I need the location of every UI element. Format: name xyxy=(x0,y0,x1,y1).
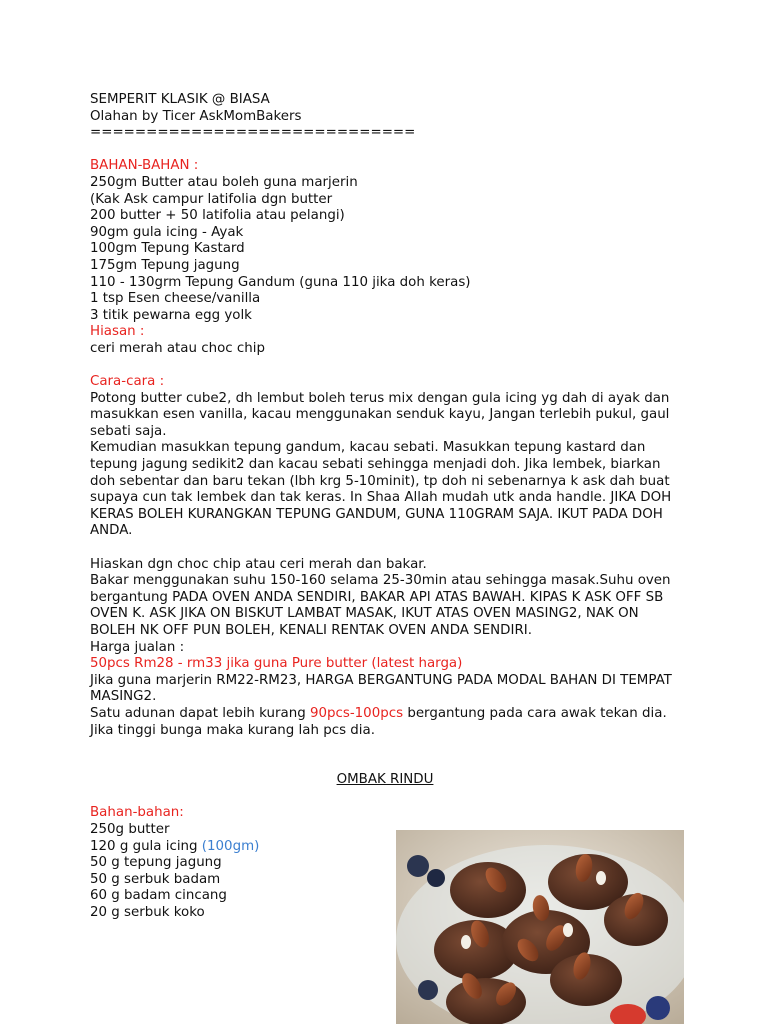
method-paragraph: Hiaskan dgn choc chip atau ceri merah dan bakar. xyxy=(90,556,427,572)
recipe2-ingredients-heading: Bahan-bahan: xyxy=(90,805,184,821)
recipe2-ingredient-line: 20 g serbuk koko xyxy=(90,904,205,920)
price-margarine: Jika guna marjerin RM22-RM23, HARGA BERGANTUNG PADA MODAL BAHAN DI TEMPAT MASING2. xyxy=(90,672,672,705)
price-pure-butter: 50pcs Rm28 - rm33 jika guna Pure butter (latest harga) xyxy=(90,656,463,672)
garnish-text: ceri merah atau choc chip xyxy=(90,340,265,356)
yield-text-end: bergantung pada cara awak tekan dia. Jika tinggi bunga maka kurang lah pcs dia. xyxy=(90,705,667,738)
price-label: Harga jualan : xyxy=(90,639,185,655)
ingredient-line: 175gm Tepung jagung xyxy=(90,257,240,273)
recipe2-title: OMBAK RINDU xyxy=(336,772,434,788)
recipe2-ingredient-line: 120 g gula icing (100gm) xyxy=(90,838,260,854)
ingredient-line: 110 - 130grm Tepung Gandum (guna 110 jika doh keras) xyxy=(90,274,471,290)
method-paragraph: Bakar menggunakan suhu 150-160 selama 25-30min atau sehingga masak.Suhu oven bergantung PADA OVEN ANDA SENDIRI, BAKAR API ATAS BAWAH. KIPAS K ASK OFF SB OVEN K. ASK JIKA ON BISKUT LAMBAT MASAK, IKUT ATAS OVEN MASING2, NAK ON BOLEH NK OFF PUN BOLEH, KENALI RENTAK OVEN ANDA SENDIRI. xyxy=(90,573,671,638)
method-paragraph: Kemudian masukkan tepung gandum, kacau sebati. Masukkan tepung kastard dan tepung jagung sedikit2 dan kacau sebati sehingga menjadi doh. Jika lembek, biarkan doh sebentar dan baru tekan (lbh krg 5-10minit), tp doh ni sebenarnya k ask dah buat supaya cun tak lembek dan tak keras. In Shaa Allah mudah utk anda handle. JIKA DOH KERAS BOLEH KURANGKAN TEPUNG GANDUM, GUNA 110GRAM SAJA. IKUT PADA DOH ANDA. xyxy=(90,440,672,539)
cookie-photo-illustration xyxy=(396,830,684,1024)
recipe-author: Olahan by Ticer AskMomBakers xyxy=(90,108,302,124)
method-paragraph: Potong butter cube2, dh lembut boleh terus mix dengan gula icing yg dah di ayak dan masukkan esen vanilla, kacau menggunakan senduk kayu, Jangan terlebih pukul, gaul sebati saja. xyxy=(90,390,670,439)
ingredient-line: 250gm Butter atau boleh guna marjerin xyxy=(90,174,358,190)
yield-text-start: Satu adunan dapat lebih kurang xyxy=(90,705,310,721)
ingredient-line: 100gm Tepung Kastard xyxy=(90,241,245,257)
yield-highlight: 90pcs-100pcs xyxy=(309,705,404,721)
recipe2-ingredient-line: 250g butter xyxy=(90,821,170,837)
ingredients-heading: BAHAN-BAHAN : xyxy=(90,158,199,174)
recipe2-ingredient-line: 50 g serbuk badam xyxy=(90,871,221,887)
recipe-title: SEMPERIT KLASIK @ BIASA xyxy=(90,92,270,107)
ingredient-line: (Kak Ask campur latifolia dgn butter xyxy=(90,191,333,207)
cookie-photo xyxy=(396,830,684,1024)
ingredient-line: 200 butter + 50 latifolia atau pelangi) xyxy=(90,208,345,224)
ingredient-line: 90gm gula icing - Ayak xyxy=(90,224,244,240)
ingredient-line: 1 tsp Esen cheese/vanilla xyxy=(90,291,261,307)
recipe2-ingredient-line: 60 g badam cincang xyxy=(90,888,227,904)
title-divider: ============================= xyxy=(90,125,416,141)
ingredient-line: 3 titik pewarna egg yolk xyxy=(90,307,252,323)
yield-text xyxy=(90,706,680,739)
method-heading: Cara-cara : xyxy=(90,374,165,390)
recipe2-ingredient-line: 50 g tepung jagung xyxy=(90,855,222,871)
ingredient-note: (100gm) xyxy=(201,838,260,854)
document-page xyxy=(90,92,690,922)
garnish-heading: Hiasan : xyxy=(90,324,145,340)
